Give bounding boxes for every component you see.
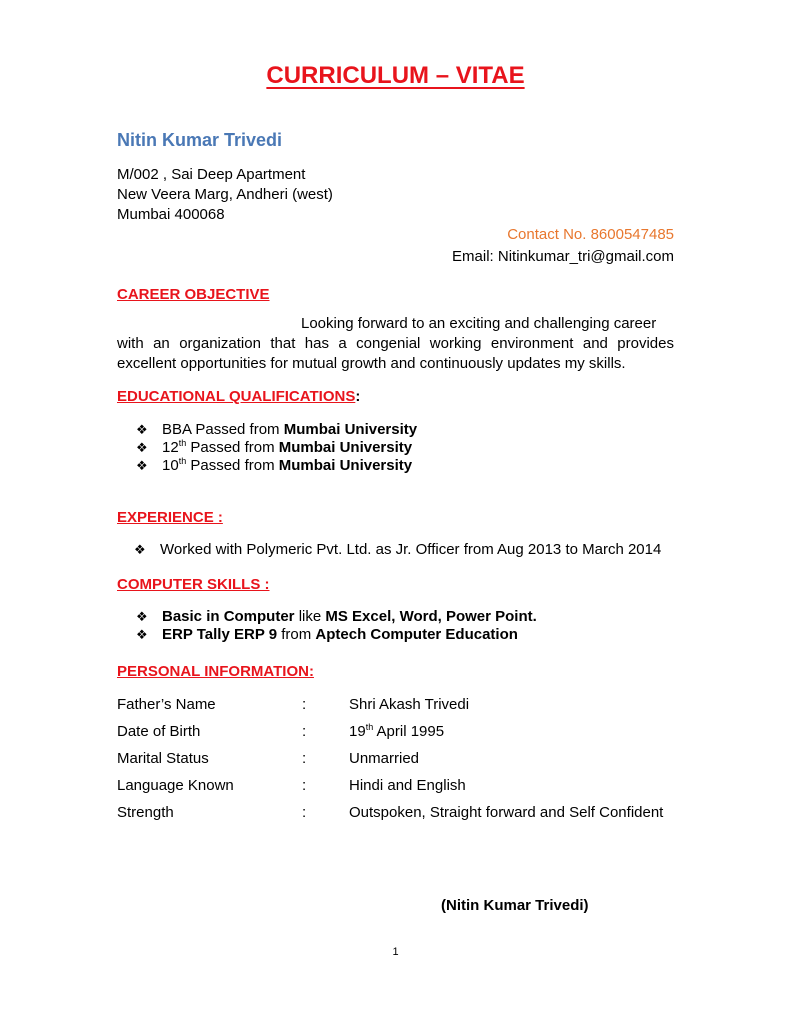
diamond-bullet-icon: ❖	[136, 422, 148, 437]
list-item: ❖ BBA Passed from Mumbai University	[136, 421, 418, 438]
diamond-bullet-icon: ❖	[136, 458, 148, 473]
experience-list	[134, 541, 661, 559]
education-list	[136, 421, 417, 475]
diamond-bullet-icon: ❖	[134, 542, 146, 557]
experience-heading: EXPERIENCE :	[117, 509, 223, 526]
diamond-bullet-icon: ❖	[136, 627, 148, 642]
education-heading-label: EDUCATIONAL QUALIFICATIONS	[117, 388, 356, 405]
email-address: Email: Nitinkumar_tri@gmail.com	[452, 248, 674, 265]
list-item: ❖ ERP Tally ERP 9 from Aptech Computer Education	[136, 626, 518, 643]
address-line-3: Mumbai 400068	[117, 206, 225, 223]
career-objective-heading: CAREER OBJECTIVE	[117, 286, 270, 303]
page-number: 1	[392, 946, 399, 958]
candidate-name: Nitin Kumar Trivedi	[117, 130, 283, 150]
contact-number: Contact No. 8600547485	[507, 226, 674, 243]
signature-name: (Nitin Kumar Trivedi)	[441, 897, 589, 914]
education-heading-colon: :	[355, 388, 361, 405]
address-line-1: M/002 , Sai Deep Apartment	[117, 166, 306, 183]
computer-skills-heading: COMPUTER SKILLS :	[117, 576, 270, 593]
list-item: ❖ 12th Passed from Mumbai University	[136, 438, 413, 456]
address-line-2: New Veera Marg, Andheri (west)	[117, 186, 333, 203]
personal-info-heading: PERSONAL INFORMATION:	[117, 663, 314, 680]
list-item: ❖ Basic in Computer like MS Excel, Word, Power Point.	[136, 608, 537, 625]
document-title: CURRICULUM – VITAE	[266, 62, 525, 89]
list-item: ❖ Worked with Polymeric Pvt. Ltd. as Jr. Officer from Aug 2013 to March 2014	[134, 541, 662, 558]
computer-skills-list	[136, 608, 537, 644]
list-item: ❖ 10th Passed from Mumbai University	[136, 456, 413, 474]
career-objective-rest: with an organization that has a congenial working environment and provides excellent opportunities for mutual growth and continuously updates my skills.	[117, 335, 674, 372]
diamond-bullet-icon: ❖	[136, 609, 148, 624]
education-heading	[117, 388, 360, 405]
career-objective-text	[117, 314, 674, 374]
diamond-bullet-icon: ❖	[136, 440, 148, 455]
career-objective-line-1: Looking forward to an exciting and challenging career	[301, 315, 657, 332]
